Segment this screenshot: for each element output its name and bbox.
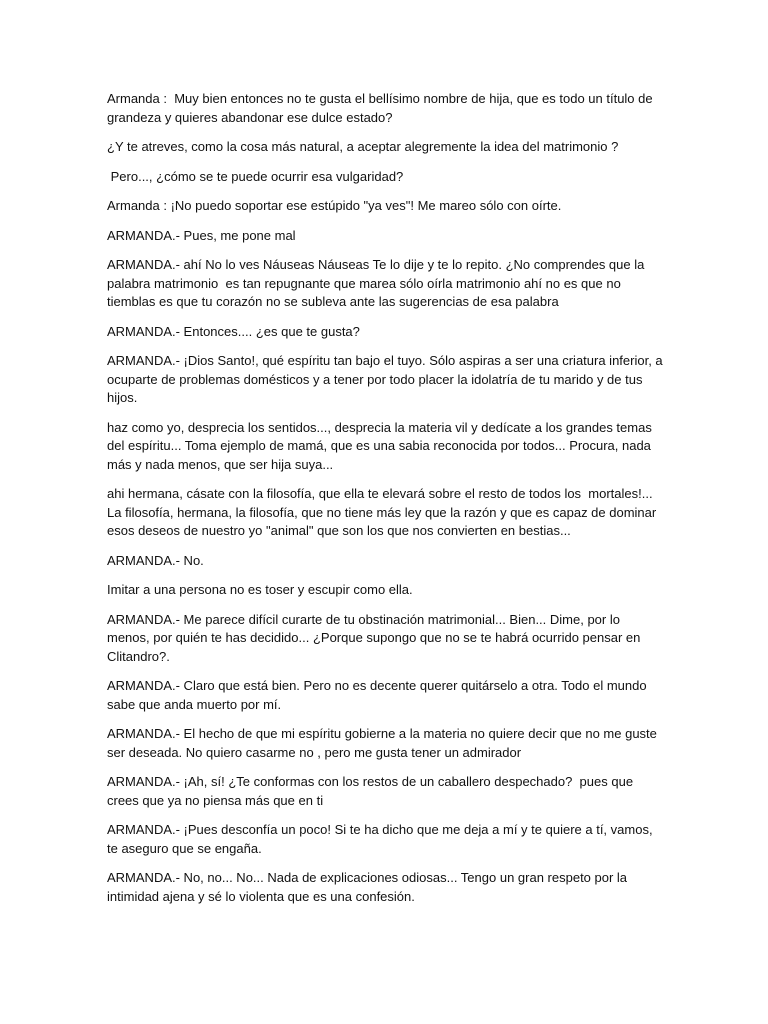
paragraph: ARMANDA.- Claro que está bien. Pero no es decente querer quitárselo a otra. Todo el mundo sabe que anda muerto por mí.: [107, 678, 651, 712]
paragraph: ahi hermana, cásate con la filosofía, que ella te elevará sobre el resto de todos los mortales!... La filosofía, hermana, la filosofía, que no tiene más ley que la razón y que es capaz de dominar esos deseos de nuestro yo "animal" que son los que nos convierten en bestias...: [107, 486, 660, 538]
paragraph: ARMANDA.- Me parece difícil curarte de tu obstinación matrimonial... Bien... Dime, por lo menos, por quién te has decidido... ¿Porque supongo que no se te habrá ocurrido pensar en Clitandro?.: [107, 611, 644, 664]
paragraph: ARMANDA.- ¡Pues desconfía un poco! Si te ha dicho que me deja a mí y te quiere a tí, vamos, te aseguro que se engaña.: [107, 822, 657, 856]
paragraph: ARMANDA.- No.: [107, 552, 204, 568]
paragraph: ¿Y te atreves, como la cosa más natural, a aceptar alegremente la idea del matrimonio ?: [107, 139, 619, 154]
paragraph: ARMANDA.- ahí No lo ves Náuseas Náuseas Te lo dije y te lo repito. ¿No comprendes que la palabra matrimonio es tan repugnante que marea sólo oírla matrimonio ahí no es que no tiemblas es que tu corazón no se subleva ante las sugerencias de esa palabra: [107, 257, 648, 309]
paragraph: Armanda : Muy bien entonces no te gusta el bellísimo nombre de hija, que es todo un título de grandeza y quieres abandonar ese dulce estado?: [107, 91, 657, 125]
paragraph: ARMANDA.- ¡Dios Santo!, qué espíritu tan bajo el tuyo. Sólo aspiras a ser una criatura inferior, a ocuparte de problemas domésticos y a tener por todo placer la idolatría de tu marido y de tus hijos.: [107, 353, 667, 405]
document-page: [107, 90, 667, 917]
paragraph: Imitar a una persona no es toser y escupir como ella.: [107, 582, 413, 597]
paragraph: haz como yo, desprecia los sentidos..., desprecia la materia vil y dedícate a los grandes temas del espíritu... Toma ejemplo de mamá, que es una sabia reconocida por todos... Procura, nada más y nada menos, que ser hija suya...: [107, 419, 656, 472]
paragraph: ARMANDA.- No, no... No... Nada de explicaciones odiosas... Tengo un gran respeto por la intimidad ajena y sé lo violenta que es una confesión.: [107, 870, 631, 904]
paragraph: ARMANDA.- Entonces.... ¿es que te gusta?: [107, 323, 360, 339]
paragraph: ARMANDA.- Pues, me pone mal: [107, 227, 296, 243]
paragraph: Armanda : ¡No puedo soportar ese estúpido "ya ves"! Me mareo sólo con oírte.: [107, 198, 562, 213]
paragraph: ARMANDA.- ¡Ah, sí! ¿Te conformas con los restos de un caballero despechado? pues que crees que ya no piensa más que en ti: [107, 774, 637, 808]
paragraph: Pero..., ¿cómo se te puede ocurrir esa vulgaridad?: [107, 168, 404, 184]
paragraph: ARMANDA.- El hecho de que mi espíritu gobierne a la materia no quiere decir que no me guste ser deseada. No quiero casarme no , pero me gusta tener un admirador: [107, 726, 661, 760]
